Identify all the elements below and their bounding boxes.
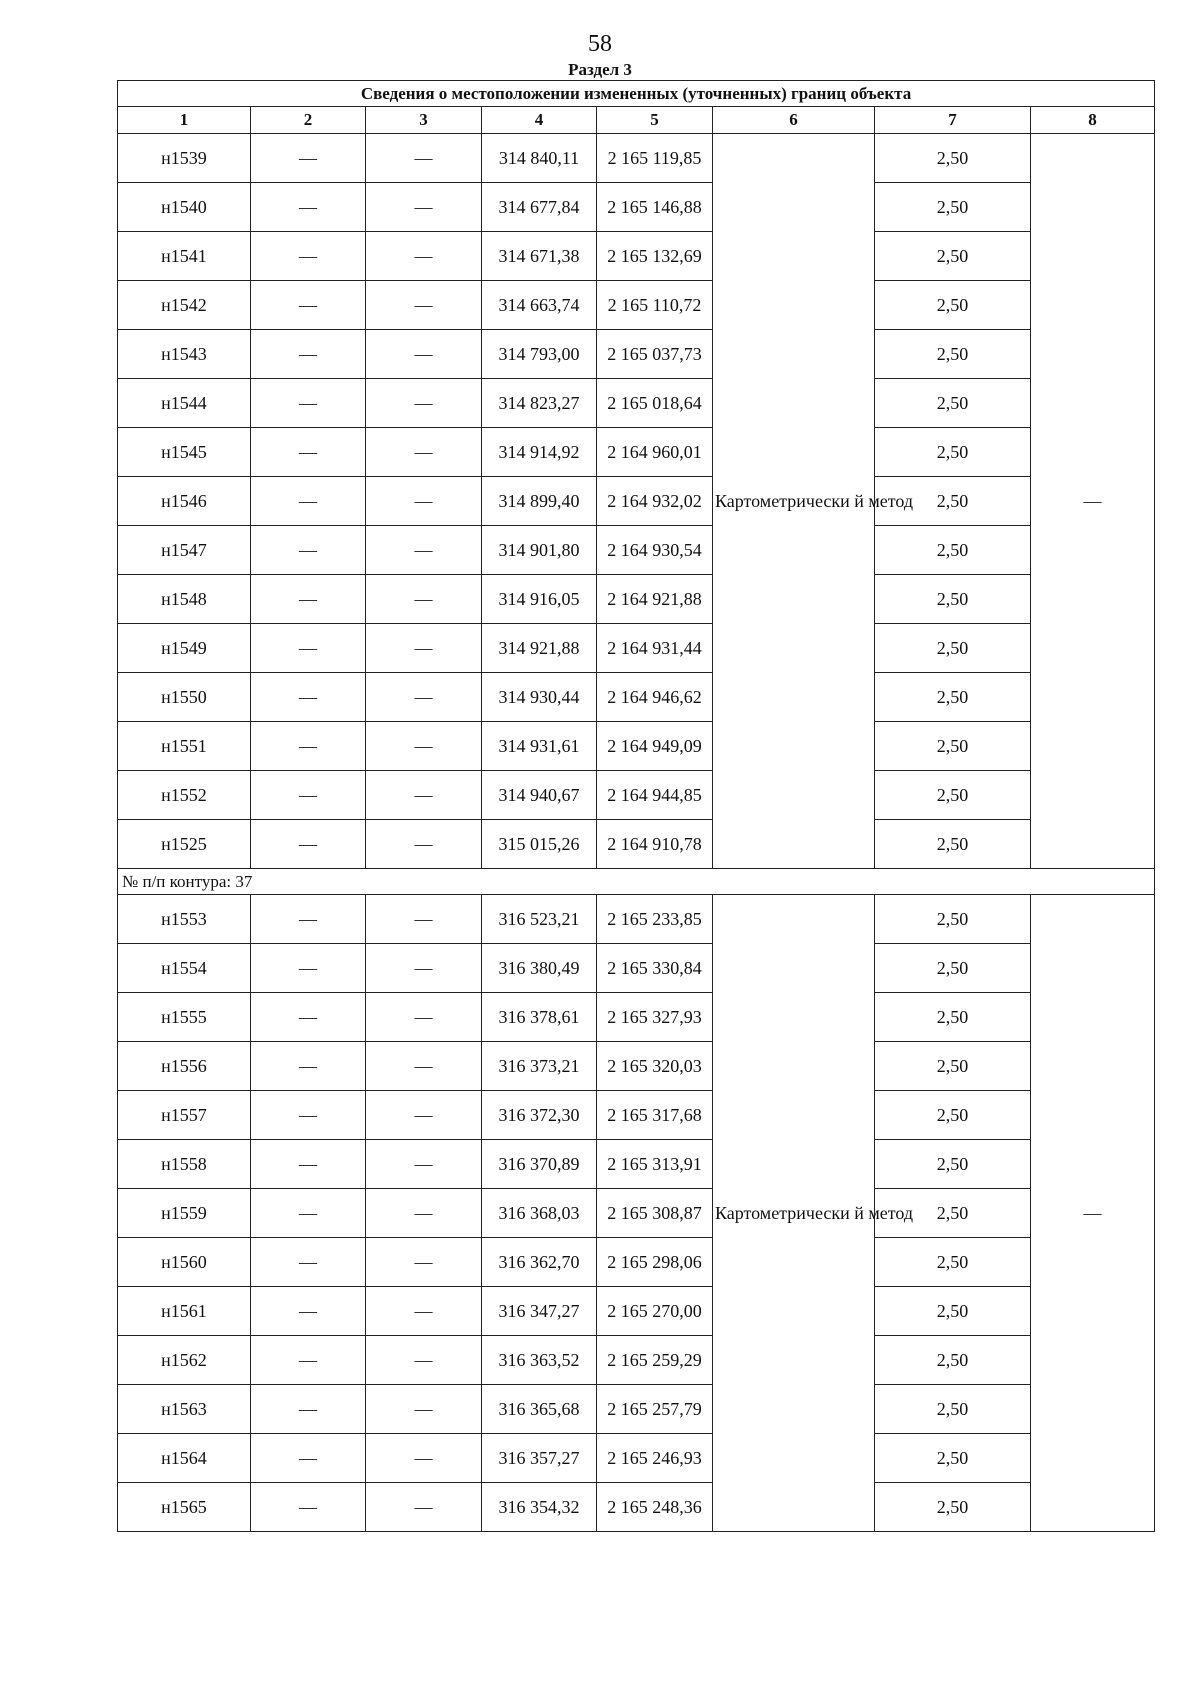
accuracy-cell: 2,50 (875, 232, 1031, 281)
column-2-cell: — (251, 379, 366, 428)
column-2-cell: — (251, 895, 366, 944)
point-name-cell: н1547 (118, 526, 251, 575)
y-coordinate-cell: 2 164 921,88 (597, 575, 713, 624)
column-3-cell: — (366, 575, 482, 624)
accuracy-cell: 2,50 (875, 1483, 1031, 1532)
x-coordinate-cell: 314 916,05 (482, 575, 597, 624)
column-2-cell: — (251, 330, 366, 379)
y-coordinate-cell: 2 165 246,93 (597, 1434, 713, 1483)
column-3-cell: — (366, 1091, 482, 1140)
column-3-cell: — (366, 993, 482, 1042)
accuracy-cell: 2,50 (875, 820, 1031, 869)
column-2-cell: — (251, 1238, 366, 1287)
table-row (118, 673, 1155, 722)
column-3-cell: — (366, 281, 482, 330)
column-3-cell: — (366, 526, 482, 575)
column-2-cell: — (251, 526, 366, 575)
point-name-cell: н1557 (118, 1091, 251, 1140)
x-coordinate-cell: 314 914,92 (482, 428, 597, 477)
y-coordinate-cell: 2 164 910,78 (597, 820, 713, 869)
column-8-cell: — (1031, 895, 1155, 1532)
y-coordinate-cell: 2 165 270,00 (597, 1287, 713, 1336)
accuracy-cell: 2,50 (875, 895, 1031, 944)
point-name-cell: н1540 (118, 183, 251, 232)
column-3-cell: — (366, 1483, 482, 1532)
point-name-cell: н1560 (118, 1238, 251, 1287)
column-8-cell: — (1031, 134, 1155, 869)
accuracy-cell: 2,50 (875, 428, 1031, 477)
method-cell: Картометрически й метод (713, 134, 875, 869)
y-coordinate-cell: 2 165 146,88 (597, 183, 713, 232)
point-name-cell: н1544 (118, 379, 251, 428)
column-number: 5 (597, 107, 713, 134)
point-name-cell: н1550 (118, 673, 251, 722)
column-3-cell: — (366, 330, 482, 379)
y-coordinate-cell: 2 165 132,69 (597, 232, 713, 281)
x-coordinate-cell: 314 931,61 (482, 722, 597, 771)
point-name-cell: н1552 (118, 771, 251, 820)
column-3-cell: — (366, 379, 482, 428)
x-coordinate-cell: 316 380,49 (482, 944, 597, 993)
table-row (118, 1042, 1155, 1091)
point-name-cell: н1558 (118, 1140, 251, 1189)
page-number: 58 (588, 31, 612, 57)
column-3-cell: — (366, 1385, 482, 1434)
y-coordinate-cell: 2 165 110,72 (597, 281, 713, 330)
column-number: 3 (366, 107, 482, 134)
contour-label: № п/п контура: 37 (118, 869, 1155, 895)
x-coordinate-cell: 316 365,68 (482, 1385, 597, 1434)
accuracy-cell: 2,50 (875, 281, 1031, 330)
x-coordinate-cell: 314 921,88 (482, 624, 597, 673)
y-coordinate-cell: 2 165 317,68 (597, 1091, 713, 1140)
y-coordinate-cell: 2 164 946,62 (597, 673, 713, 722)
table-row (118, 895, 1155, 944)
column-3-cell: — (366, 771, 482, 820)
table-row (118, 379, 1155, 428)
x-coordinate-cell: 314 940,67 (482, 771, 597, 820)
table-row (118, 526, 1155, 575)
accuracy-cell: 2,50 (875, 1434, 1031, 1483)
column-3-cell: — (366, 232, 482, 281)
point-name-cell: н1539 (118, 134, 251, 183)
accuracy-cell: 2,50 (875, 624, 1031, 673)
point-name-cell: н1561 (118, 1287, 251, 1336)
table-row (118, 722, 1155, 771)
point-name-cell: н1564 (118, 1434, 251, 1483)
y-coordinate-cell: 2 165 119,85 (597, 134, 713, 183)
accuracy-cell: 2,50 (875, 1091, 1031, 1140)
column-2-cell: — (251, 993, 366, 1042)
table-row (118, 1140, 1155, 1189)
x-coordinate-cell: 314 671,38 (482, 232, 597, 281)
accuracy-cell: 2,50 (875, 722, 1031, 771)
accuracy-cell: 2,50 (875, 1287, 1031, 1336)
section-title: Раздел 3 (568, 60, 632, 79)
x-coordinate-cell: 314 930,44 (482, 673, 597, 722)
accuracy-cell: 2,50 (875, 1140, 1031, 1189)
column-2-cell: — (251, 1042, 366, 1091)
coordinates-table (117, 80, 1155, 1532)
accuracy-cell: 2,50 (875, 1336, 1031, 1385)
accuracy-cell: 2,50 (875, 379, 1031, 428)
column-2-cell: — (251, 673, 366, 722)
point-name-cell: н1543 (118, 330, 251, 379)
x-coordinate-cell: 316 362,70 (482, 1238, 597, 1287)
table-row (118, 232, 1155, 281)
point-name-cell: н1549 (118, 624, 251, 673)
column-3-cell: — (366, 624, 482, 673)
column-number: 2 (251, 107, 366, 134)
y-coordinate-cell: 2 165 330,84 (597, 944, 713, 993)
y-coordinate-cell: 2 165 248,36 (597, 1483, 713, 1532)
column-2-cell: — (251, 1189, 366, 1238)
x-coordinate-cell: 314 901,80 (482, 526, 597, 575)
y-coordinate-cell: 2 165 313,91 (597, 1140, 713, 1189)
accuracy-cell: 2,50 (875, 771, 1031, 820)
accuracy-cell: 2,50 (875, 183, 1031, 232)
column-2-cell: — (251, 722, 366, 771)
column-3-cell: — (366, 1336, 482, 1385)
table-row (118, 1238, 1155, 1287)
x-coordinate-cell: 316 363,52 (482, 1336, 597, 1385)
column-2-cell: — (251, 134, 366, 183)
table-row (118, 944, 1155, 993)
point-name-cell: н1551 (118, 722, 251, 771)
x-coordinate-cell: 315 015,26 (482, 820, 597, 869)
column-2-cell: — (251, 477, 366, 526)
point-name-cell: н1562 (118, 1336, 251, 1385)
column-3-cell: — (366, 673, 482, 722)
point-name-cell: н1563 (118, 1385, 251, 1434)
point-name-cell: н1546 (118, 477, 251, 526)
table-row (118, 183, 1155, 232)
table-row (118, 428, 1155, 477)
x-coordinate-cell: 316 370,89 (482, 1140, 597, 1189)
y-coordinate-cell: 2 165 257,79 (597, 1385, 713, 1434)
accuracy-cell: 2,50 (875, 1238, 1031, 1287)
column-number-row (118, 107, 1155, 134)
accuracy-cell: 2,50 (875, 526, 1031, 575)
y-coordinate-cell: 2 165 233,85 (597, 895, 713, 944)
table-row (118, 1483, 1155, 1532)
column-2-cell: — (251, 1336, 366, 1385)
table-row (118, 1434, 1155, 1483)
column-2-cell: — (251, 1287, 366, 1336)
x-coordinate-cell: 314 793,00 (482, 330, 597, 379)
x-coordinate-cell: 316 357,27 (482, 1434, 597, 1483)
table-row (118, 1287, 1155, 1336)
x-coordinate-cell: 316 373,21 (482, 1042, 597, 1091)
column-3-cell: — (366, 722, 482, 771)
accuracy-cell: 2,50 (875, 944, 1031, 993)
x-coordinate-cell: 316 372,30 (482, 1091, 597, 1140)
table-row (118, 134, 1155, 183)
column-number: 6 (713, 107, 875, 134)
y-coordinate-cell: 2 164 931,44 (597, 624, 713, 673)
table-row (118, 1091, 1155, 1140)
x-coordinate-cell: 316 368,03 (482, 1189, 597, 1238)
x-coordinate-cell: 314 663,74 (482, 281, 597, 330)
point-name-cell: н1542 (118, 281, 251, 330)
table-row (118, 1189, 1155, 1238)
column-2-cell: — (251, 1483, 366, 1532)
accuracy-cell: 2,50 (875, 1042, 1031, 1091)
column-3-cell: — (366, 428, 482, 477)
y-coordinate-cell: 2 165 037,73 (597, 330, 713, 379)
column-number: 1 (118, 107, 251, 134)
column-3-cell: — (366, 1140, 482, 1189)
column-2-cell: — (251, 183, 366, 232)
y-coordinate-cell: 2 164 932,02 (597, 477, 713, 526)
table-row (118, 477, 1155, 526)
y-coordinate-cell: 2 165 320,03 (597, 1042, 713, 1091)
point-name-cell: н1553 (118, 895, 251, 944)
x-coordinate-cell: 316 378,61 (482, 993, 597, 1042)
accuracy-cell: 2,50 (875, 1189, 1031, 1238)
column-3-cell: — (366, 477, 482, 526)
accuracy-cell: 2,50 (875, 1385, 1031, 1434)
y-coordinate-cell: 2 165 018,64 (597, 379, 713, 428)
column-2-cell: — (251, 624, 366, 673)
column-3-cell: — (366, 1238, 482, 1287)
point-name-cell: н1525 (118, 820, 251, 869)
point-name-cell: н1548 (118, 575, 251, 624)
column-3-cell: — (366, 1287, 482, 1336)
y-coordinate-cell: 2 165 308,87 (597, 1189, 713, 1238)
column-2-cell: — (251, 575, 366, 624)
column-3-cell: — (366, 820, 482, 869)
column-2-cell: — (251, 820, 366, 869)
y-coordinate-cell: 2 164 944,85 (597, 771, 713, 820)
x-coordinate-cell: 314 823,27 (482, 379, 597, 428)
accuracy-cell: 2,50 (875, 477, 1031, 526)
column-3-cell: — (366, 1434, 482, 1483)
table-caption: Сведения о местоположении измененных (уточненных) границ объекта (118, 81, 1155, 107)
x-coordinate-cell: 314 840,11 (482, 134, 597, 183)
table-row (118, 575, 1155, 624)
column-2-cell: — (251, 944, 366, 993)
x-coordinate-cell: 314 899,40 (482, 477, 597, 526)
column-3-cell: — (366, 134, 482, 183)
column-number: 4 (482, 107, 597, 134)
contour-label-row (118, 869, 1155, 895)
table-row (118, 1336, 1155, 1385)
column-3-cell: — (366, 1189, 482, 1238)
column-2-cell: — (251, 1091, 366, 1140)
column-2-cell: — (251, 428, 366, 477)
column-3-cell: — (366, 1042, 482, 1091)
column-number: 7 (875, 107, 1031, 134)
y-coordinate-cell: 2 164 930,54 (597, 526, 713, 575)
table-row (118, 993, 1155, 1042)
point-name-cell: н1556 (118, 1042, 251, 1091)
column-number: 8 (1031, 107, 1155, 134)
point-name-cell: н1541 (118, 232, 251, 281)
x-coordinate-cell: 316 347,27 (482, 1287, 597, 1336)
table-row (118, 820, 1155, 869)
x-coordinate-cell: 314 677,84 (482, 183, 597, 232)
point-name-cell: н1554 (118, 944, 251, 993)
point-name-cell: н1555 (118, 993, 251, 1042)
y-coordinate-cell: 2 164 949,09 (597, 722, 713, 771)
y-coordinate-cell: 2 165 327,93 (597, 993, 713, 1042)
y-coordinate-cell: 2 164 960,01 (597, 428, 713, 477)
accuracy-cell: 2,50 (875, 993, 1031, 1042)
y-coordinate-cell: 2 165 298,06 (597, 1238, 713, 1287)
table-body (118, 134, 1155, 1532)
column-3-cell: — (366, 944, 482, 993)
point-name-cell: н1545 (118, 428, 251, 477)
table-row (118, 330, 1155, 379)
column-3-cell: — (366, 895, 482, 944)
column-2-cell: — (251, 1385, 366, 1434)
x-coordinate-cell: 316 523,21 (482, 895, 597, 944)
column-2-cell: — (251, 281, 366, 330)
method-cell: Картометрически й метод (713, 895, 875, 1532)
table-row (118, 281, 1155, 330)
point-name-cell: н1565 (118, 1483, 251, 1532)
column-3-cell: — (366, 183, 482, 232)
accuracy-cell: 2,50 (875, 330, 1031, 379)
column-2-cell: — (251, 232, 366, 281)
point-name-cell: н1559 (118, 1189, 251, 1238)
column-2-cell: — (251, 1434, 366, 1483)
table-row (118, 624, 1155, 673)
accuracy-cell: 2,50 (875, 673, 1031, 722)
column-2-cell: — (251, 771, 366, 820)
accuracy-cell: 2,50 (875, 134, 1031, 183)
x-coordinate-cell: 316 354,32 (482, 1483, 597, 1532)
table-row (118, 1385, 1155, 1434)
y-coordinate-cell: 2 165 259,29 (597, 1336, 713, 1385)
column-2-cell: — (251, 1140, 366, 1189)
table-row (118, 771, 1155, 820)
accuracy-cell: 2,50 (875, 575, 1031, 624)
